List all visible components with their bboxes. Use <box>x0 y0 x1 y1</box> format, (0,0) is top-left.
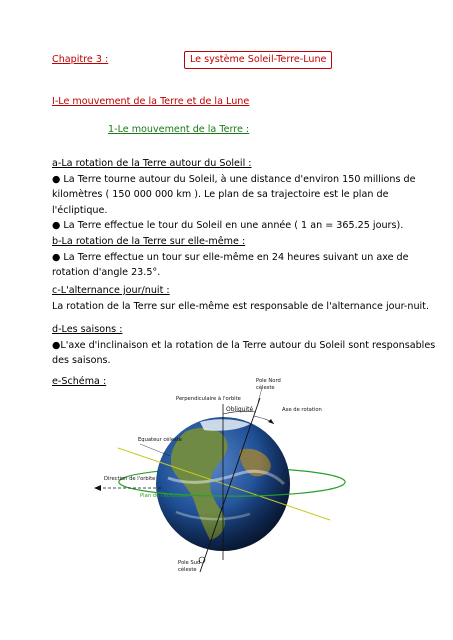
part-a-line-1: ● La Terre tourne autour du Soleil, à une distance d'environ 150 millions de <box>52 173 416 185</box>
part-d-heading: d-Les saisons : <box>52 324 123 335</box>
chapter-label: Chapitre 3 : <box>52 54 109 65</box>
part-e-heading: e-Schéma : <box>52 376 107 387</box>
label-perpendiculaire: Perpendiculaire à l'orbite <box>176 396 241 402</box>
part-a-line-2: kilomètres ( 150 000 000 km ). Le plan de sa trajectoire est le plan de <box>52 189 389 200</box>
part-b-line-1: ● La Terre effectue un tour sur elle-même en 24 heures suivant un axe de <box>52 251 409 263</box>
part-a-line-3: l'écliptique. <box>52 204 108 216</box>
part-a-line-4: ● La Terre effectue le tour du Soleil en une année ( 1 an = 365.25 jours). <box>52 220 404 231</box>
part-b-line-2: rotation d'angle 23.5°. <box>52 267 161 278</box>
label-equateur: Equateur céleste <box>138 437 182 443</box>
label-pole-sud: Pole Sud <box>178 560 201 566</box>
part-d-line-2: des saisons. <box>52 355 111 366</box>
label-pole-nord: Pole Nord <box>256 378 281 384</box>
label-pole-nord-celeste: céleste <box>256 385 275 391</box>
label-direction-orbite: Direction de l'orbite <box>104 476 156 482</box>
label-pole-sud-celeste: céleste <box>178 567 197 573</box>
label-plan-ecliptique: Plan de l'écliptique <box>140 493 190 499</box>
part-a-heading: a-La rotation de la Terre autour du Soleil : <box>52 158 252 169</box>
orbit-direction-arrow-icon <box>94 485 101 491</box>
rotation-arrowhead-icon <box>268 419 274 424</box>
part-c-line-1: La rotation de la Terre sur elle-même est responsable de l'alternance jour-nuit. <box>52 300 429 312</box>
subsection-heading: 1-Le mouvement de la Terre : <box>108 124 250 135</box>
label-axe-rotation: Axe de rotation <box>282 407 322 413</box>
chapter-title: Le système Soleil-Terre-Lune <box>190 54 327 65</box>
part-c-heading: c-L'alternance jour/nuit : <box>52 285 170 296</box>
part-b-heading: b-La rotation de la Terre sur elle-même : <box>52 236 246 247</box>
label-obliquite: Obliquité <box>226 406 254 413</box>
part-d-line-1: ●L'axe d'inclinaison et la rotation de la Terre autour du Soleil sont responsables <box>52 339 436 351</box>
section-heading: I-Le mouvement de la Terre et de la Lune <box>52 96 250 107</box>
